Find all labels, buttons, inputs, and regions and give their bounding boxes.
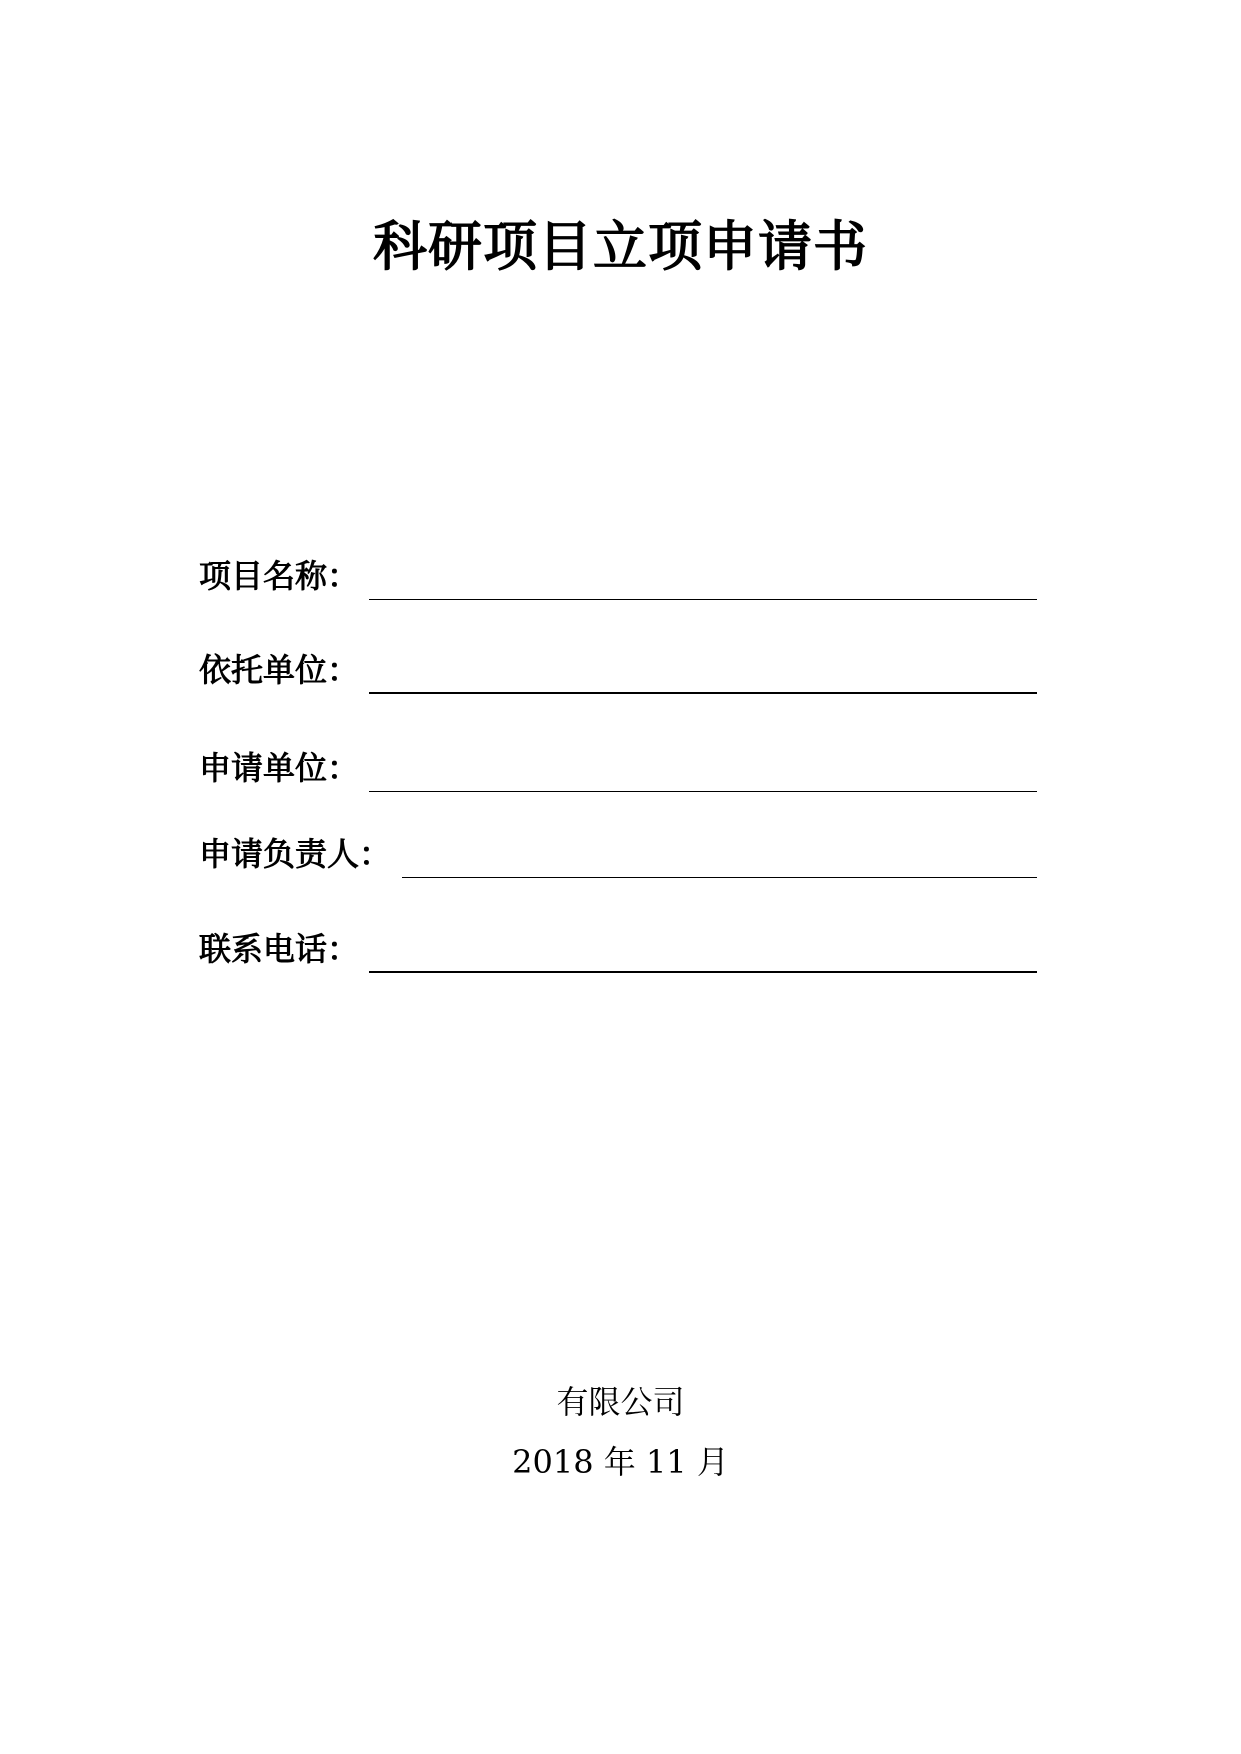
field-label-applicant-unit: 申请单位： — [199, 749, 360, 787]
field-principal — [199, 834, 1037, 878]
principal-input-line[interactable] — [402, 877, 1037, 878]
field-label-principal: 申请负责人： — [199, 835, 392, 873]
field-host-unit — [199, 650, 1037, 694]
applicant-unit-input-line[interactable] — [369, 791, 1037, 792]
document-title: 科研项目立项申请书 — [373, 214, 868, 278]
field-label-project-name: 项目名称： — [199, 557, 360, 595]
field-applicant-unit — [199, 748, 1037, 792]
host-unit-input-line[interactable] — [369, 692, 1037, 694]
field-project-name — [199, 556, 1037, 600]
company-name: 有限公司 — [556, 1383, 685, 1421]
project-name-input-line[interactable] — [369, 599, 1037, 600]
field-label-phone: 联系电话： — [199, 930, 360, 968]
phone-input-line[interactable] — [369, 971, 1037, 973]
field-phone — [199, 929, 1037, 973]
field-label-host-unit: 依托单位： — [199, 651, 360, 689]
document-date: 2018 年 11 月 — [512, 1443, 729, 1481]
